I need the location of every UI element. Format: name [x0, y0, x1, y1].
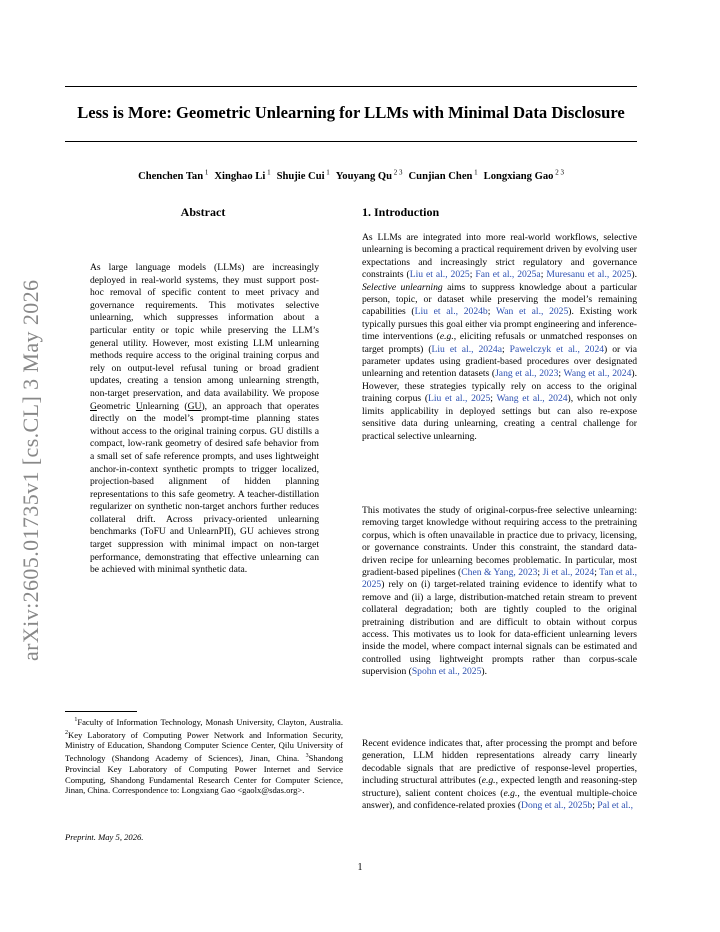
body-text: ). Existing work typically pursues this goal either via prompt engineering and inference-time interventions (: [362, 306, 638, 343]
author-name: [138, 168, 209, 182]
author-name: [335, 168, 403, 182]
body-text: As LLMs are integrated into more real-world workflows, selective unlearning is becoming a practical requirement driven by evolving user expectations and increasingly strict regulatory and governance constraints (: [362, 232, 637, 281]
citation-link[interactable]: Chen & Yang, 2023: [461, 567, 538, 579]
author-name-text: Shujie Cui: [276, 170, 325, 182]
body-text: ). However, these strategies typically rely on access to the original training corpus (: [362, 368, 637, 405]
citation-link[interactable]: Muresanu et al., 2025: [546, 269, 632, 281]
paper-title: Less is More: Geometric Unlearning for LLMs with Minimal Data Disclosure: [77, 103, 625, 122]
body-text: ;: [540, 269, 547, 281]
preprint-note: Preprint. May 5, 2026.: [65, 832, 144, 842]
citation-link[interactable]: Spohn et al., 2025: [411, 666, 482, 678]
abstract-gu-g: G: [90, 400, 97, 412]
author-affiliation-mark: 2 3: [553, 168, 564, 176]
abstract-heading: Abstract: [180, 205, 226, 219]
footnote-text-3: Shandong Provincial Key Laboratory of Computing Power Internet and Service Computing, Shandong Fundamental Research Center for Computer Science, Jinan, China. Correspondence to: Longxiang Gao <gaolx@sdas.org>.: [65, 752, 343, 796]
citation-link[interactable]: Dong et al., 2025b: [521, 800, 593, 812]
author-affiliation-mark: 1: [203, 168, 209, 176]
body-text: ;: [594, 567, 600, 579]
abstract-body: [90, 262, 319, 577]
body-text: ).: [631, 269, 637, 281]
body-text: ) or via parameter updates using gradient-based procedures over designated unlearning and retention datasets (: [362, 343, 637, 380]
author-name-text: Longxiang Gao: [483, 170, 554, 182]
body-text: ;: [501, 343, 510, 355]
citation-link[interactable]: Fan et al., 2025a: [475, 269, 541, 281]
intro-paragraph-1: [362, 232, 637, 443]
citation-link[interactable]: Ji et al., 2024: [542, 567, 595, 579]
body-text: the eventual multiple-choice answer), and confidence-related proxies (: [362, 787, 638, 812]
author-name-text: Xinghao Li: [214, 170, 266, 182]
italic-text: e.g.,: [439, 331, 457, 343]
title-bottom-rule: [65, 141, 637, 142]
intro-paragraph-2: [362, 505, 637, 679]
author-name-text: Cunjian Chen: [408, 170, 473, 182]
footnote-text-1: Faculty of Information Technology, Monash University, Clayton, Australia.: [77, 716, 343, 727]
body-text: eliciting refusals or unmatched responses on target prompts) (: [362, 331, 637, 355]
author-name-text: Chenchen Tan: [138, 170, 204, 182]
citation-link[interactable]: Wang et al., 2024: [563, 368, 632, 380]
abstract-gu-nlearning: nlearning (: [142, 400, 188, 412]
italic-text: e.g.,: [481, 775, 498, 787]
citation-link[interactable]: Pal et al.,: [597, 800, 633, 812]
body-text: ), which not only limits applicability in deployed settings but can also re-expose sensitive data during unlearning, creating a central challenge for practical selective unlearning.: [362, 393, 637, 442]
footnote-text-2: Key Laboratory of Computing Power Network and Information Security, Ministry of Education, Shandong Computer Science Center, Qilu University of Technology (Shandong Academy of Sciences), Jinan, China.: [65, 729, 343, 763]
author-name: [276, 168, 330, 182]
citation-link[interactable]: Tan et al., 2025: [362, 567, 637, 591]
abstract-text-before: As large language models (LLMs) are increasingly deployed in real-world systems, they must support post-hoc removal of specific content to meet privacy and governance requirements. This motivates selective unlearning, which suppresses information about a particular entity or topic while preserving the LLM’s general utility. However, most existing LLM unlearning methods require access to the original training corpus and rely on output-level refusal tuning or broad gradient updates, creating a tension among unlearning strength, non-target preservation, and data availability. We propose: [90, 262, 319, 399]
title-top-rule: [65, 86, 637, 87]
intro-paragraph-3: [362, 738, 637, 812]
author-name: [408, 168, 478, 182]
citation-link[interactable]: Jang et al., 2023: [495, 368, 559, 380]
body-text: ;: [487, 306, 496, 318]
arxiv-watermark: arXiv:2605.01735v1 [cs.CL] 3 May 2026: [18, 279, 43, 661]
footnote-rule: [65, 711, 137, 712]
abstract-gu-u: U: [135, 400, 143, 412]
body-text: ).: [481, 666, 487, 678]
citation-link[interactable]: Wang et al., 2024: [496, 393, 568, 405]
author-list: [65, 165, 637, 184]
footnote-sup-3: 3: [305, 753, 309, 760]
abstract-gu-eometric: eometric: [96, 400, 136, 412]
author-affiliation-mark: 1: [265, 168, 271, 176]
author-affiliation-mark: 2 3: [392, 168, 403, 176]
body-text: expected length and reasoning-step structure), salient content choices (: [362, 775, 637, 799]
author-name: [483, 168, 564, 182]
body-text: ;: [537, 567, 543, 579]
citation-link[interactable]: Liu et al., 2025: [409, 269, 470, 281]
citation-link[interactable]: Liu et al., 2024a: [431, 343, 502, 355]
body-text: This motivates the study of original-corpus-free selective unlearning: removing target knowledge without requiring access to the pretraining corpus, which is often unavailable in practice due to privacy, licensing, or governance constraints. Under this constraint, the standard data-driven recipe for unlearning becomes problematic. In particular, most gradient-based pipelines (: [362, 505, 637, 579]
body-text: ;: [469, 269, 476, 281]
author-name: [214, 168, 271, 182]
author-name-text: Youyang Qu: [335, 170, 393, 182]
body-text: ) rely on (i) target-related training evidence to identify what to remove and (ii) a large, distribution-matched retain stream to prevent collateral degradation; both are tightly coupled to the original pretraining distribution and are difficult to obtain without corpus access. This motivates us to look for data-efficient unlearning levers inside the model, where compact internal signals can be estimated and controlled using lightweight prompts rather than corpus-scale supervision (: [362, 579, 637, 678]
italic-text: e.g.,: [503, 787, 520, 799]
footnote-sup-2: 2: [65, 729, 68, 736]
body-text: ;: [490, 393, 497, 405]
citation-link[interactable]: Liu et al., 2025: [428, 393, 491, 405]
intro-heading: 1. Introduction: [362, 205, 440, 219]
citation-link[interactable]: Wan et al., 2025: [495, 306, 569, 318]
page-number: 1: [357, 862, 363, 873]
abstract-text-after: ), an approach that operates directly on the model’s prompt-time planning states without access to the original training corpus. GU distills a compact, low-rank geometry of desired safe behavior from a small set of safe reference prompts, and uses lightweight anchor-in-context synthetic prompts to trigger localized, projection-based alignment of hidden planning representations to this safe geometry. A teacher-distillation regularizer on synthetic non-target anchors further reduces collateral drift. Across privacy-oriented unlearning benchmarks (ToFU and UnlearnPII), GU achieves strong target suppression with minimal impact on non-target performance, demonstrating that effective unlearning can be achieved with minimal synthetic data.: [90, 400, 319, 576]
body-text: ;: [558, 368, 564, 380]
citation-link[interactable]: Liu et al., 2024b: [414, 306, 488, 318]
affiliation-footnote: [65, 715, 343, 796]
body-text: aims to suppress knowledge about a particular person, topic, or dataset while preserving the model’s remaining capabilities (: [362, 281, 638, 318]
abstract-gu-abbr: GU: [187, 400, 202, 412]
author-affiliation-mark: 1: [472, 168, 478, 176]
italic-text: Selective unlearning: [362, 281, 443, 293]
citation-link[interactable]: Pawelczyk et al., 2024: [509, 343, 605, 355]
author-affiliation-mark: 1: [324, 168, 330, 176]
body-text: Recent evidence indicates that, after processing the prompt and before generation, LLM hidden representations already carry linearly decodable signals that are predictive of response-level properties, including structural attributes (: [362, 738, 637, 787]
footnote-sup-1: 1: [74, 717, 78, 723]
body-text: ;: [592, 800, 598, 812]
